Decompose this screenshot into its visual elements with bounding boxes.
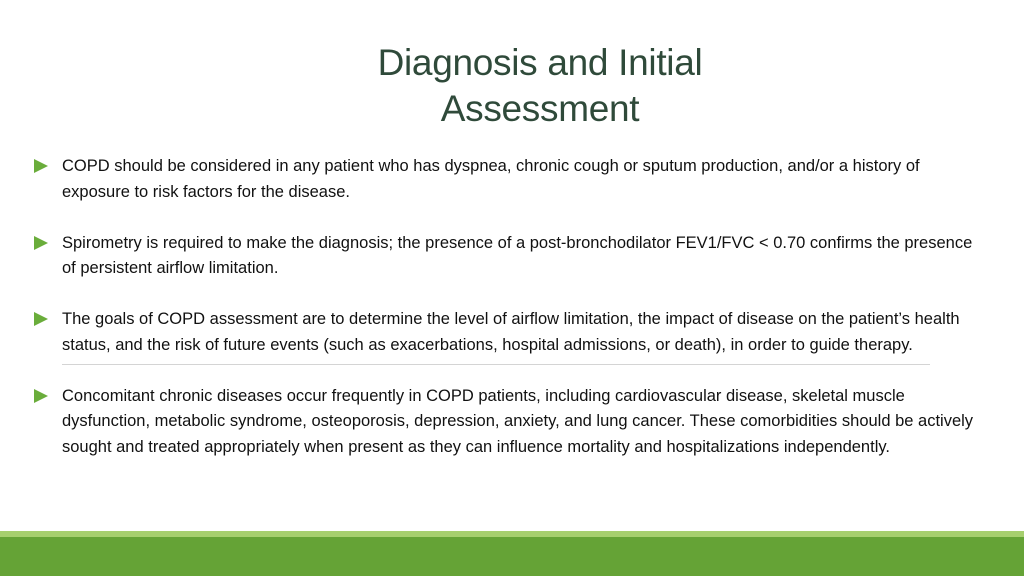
bullet-text: Spirometry is required to make the diagnosis; the presence of a post-bronchodilator FEV1/FVC < 0.70 confirms the presence of persistent airflow limitation. [62, 233, 973, 277]
title-line-2: Assessment [440, 88, 640, 129]
bullet-text: Concomitant chronic diseases occur frequently in COPD patients, including cardiovascular disease, skeletal muscle dysfunction, metabolic syndrome, osteoporosis, depression, anxiety, and lung cancer. These comorbidities should be actively sought and treated appropriately when present as they can influence mortality and hospitalizations independently. [62, 386, 974, 456]
bullet-arrow-icon [34, 312, 48, 326]
bullet-arrow-icon [34, 389, 48, 403]
slide-title [300, 40, 780, 132]
bullet-item-comorbidities [34, 384, 974, 461]
footer-bar [0, 537, 1024, 576]
bullet-arrow-icon [34, 159, 48, 173]
bullet-item-suspect-copd [34, 154, 974, 205]
divider-line [62, 364, 930, 365]
bullet-item-assessment-goals [34, 307, 974, 358]
title-line-1: Diagnosis and Initial [377, 42, 703, 83]
bullet-text: The goals of COPD assessment are to determine the level of airflow limitation, the impact of disease on the patient’s health status, and the risk of future events (such as exacerbations, hospital admissions, or death), in order to guide therapy. [62, 310, 960, 354]
bullet-arrow-icon [34, 236, 48, 250]
bullet-item-spirometry [34, 231, 974, 282]
bullet-list [34, 154, 974, 460]
bullet-text: COPD should be considered in any patient who has dyspnea, chronic cough or sputum production, and/or a history of exposure to risk factors for the disease. [62, 157, 920, 201]
